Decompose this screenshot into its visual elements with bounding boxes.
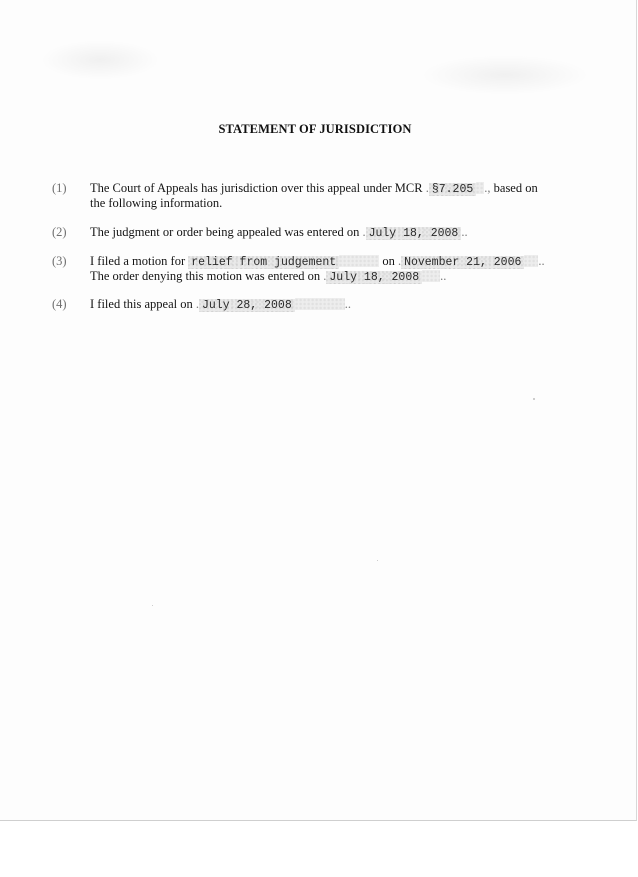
- item-text: The judgment or order being appealed was entered on: [90, 225, 360, 239]
- item-text: I filed this appeal on: [90, 297, 193, 311]
- mcr-rule-field: §7.205: [429, 183, 476, 196]
- item-number: (1): [52, 181, 67, 195]
- item-body: [90, 254, 545, 284]
- appeal-date-field: July 28, 2008: [199, 299, 295, 312]
- item-line: the following information.: [90, 196, 223, 210]
- item-text: on: [382, 254, 395, 268]
- item-number: (4): [52, 297, 67, 311]
- scan-speck: [152, 605, 153, 606]
- item-number: (2): [52, 225, 67, 239]
- page-margin: [0, 821, 638, 877]
- denial-date-field: July 18, 2008: [326, 271, 422, 284]
- item-text: The Court of Appeals has jurisdiction over this appeal under MCR: [90, 181, 423, 195]
- scan-speck: [533, 398, 535, 400]
- motion-type-field: relief from judgement: [188, 256, 339, 269]
- item-number: (3): [52, 254, 67, 268]
- item-body: [90, 181, 538, 211]
- item-line: I filed this appeal on . July 28, 2008 ..: [90, 297, 351, 312]
- judgment-date-field: July 18, 2008: [366, 227, 462, 240]
- item-line: The Court of Appeals has jurisdiction over this appeal under MCR . §7.205 ., based on: [90, 181, 538, 196]
- document-title: STATEMENT OF JURISDICTION: [218, 122, 412, 136]
- item-text: The order denying this motion was entered on: [90, 269, 321, 283]
- motion-date-field: November 21, 2006: [401, 256, 524, 269]
- scan-smudge: [420, 55, 590, 95]
- item-line: The judgment or order being appealed was entered on . July 18, 2008 ..: [90, 225, 468, 240]
- scan-smudge: [40, 40, 160, 80]
- item-body: [90, 297, 351, 312]
- item-body: [90, 225, 468, 240]
- item-line: The order denying this motion was entered on . July 18, 2008 ..: [90, 269, 447, 284]
- item-text: based on: [493, 181, 538, 195]
- item-line: I filed a motion for relief from judgement on . November 21, 2006 ..: [90, 254, 545, 269]
- item-text: I filed a motion for: [90, 254, 186, 268]
- scan-speck: [377, 560, 378, 561]
